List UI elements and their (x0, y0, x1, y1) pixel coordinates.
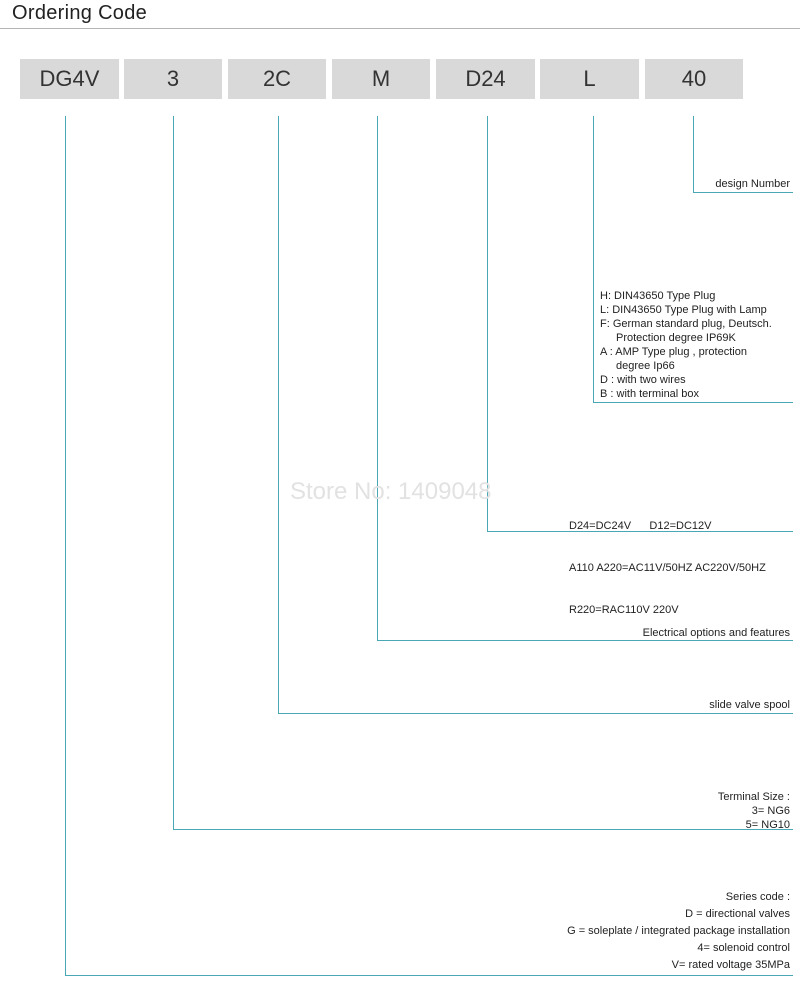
leader-horizontal-series (65, 975, 793, 976)
leader-horizontal-plug (593, 402, 793, 403)
code-box-design: 40 (645, 59, 743, 99)
code-box-spool: 2C (228, 59, 326, 99)
terminal-size-block (718, 790, 790, 832)
plug-option-line: B : with terminal box (600, 388, 700, 400)
plug-option-line: degree Ip66 (616, 360, 675, 372)
code-box-size: 3 (124, 59, 222, 99)
design-number-label: design Number (715, 178, 790, 190)
leader-vertical-size (173, 116, 174, 830)
electrical-options-label: Electrical options and features (642, 627, 790, 639)
code-box-plug: L (540, 59, 639, 99)
plug-options (600, 289, 772, 401)
series-code-block (567, 889, 790, 974)
terminal-size-line: Terminal Size : (717, 791, 790, 803)
voltage-option-line: R220=RAC110V 220V (569, 604, 679, 616)
page-title: Ordering Code (12, 2, 148, 24)
voltage-option-line: D24=DC24V D12=DC12V (569, 520, 712, 532)
voltage-option-line: A110 A220=AC11V/50HZ AC220V/50HZ (569, 562, 766, 574)
leader-vertical-series (65, 116, 66, 976)
leader-vertical-plug (593, 116, 594, 403)
terminal-size-line: 3= NG6 (751, 805, 790, 817)
store-watermark: Store No: 1409048 (290, 478, 492, 505)
series-code-line: D = directional valves (685, 908, 790, 920)
plug-option-line: Protection degree IP69K (616, 332, 736, 344)
leader-horizontal-spool (278, 713, 793, 714)
terminal-size-line: 5= NG10 (745, 819, 790, 831)
plug-option-line: F: German standard plug, Deutsch. (600, 318, 772, 330)
code-box-voltage: D24 (436, 59, 535, 99)
plug-option-line: L: DIN43650 Type Plug with Lamp (600, 304, 767, 316)
plug-option-line: A : AMP Type plug , protection (600, 346, 747, 358)
series-code-line: G = soleplate / integrated package installation (567, 925, 790, 937)
leader-horizontal-electrical (377, 640, 793, 641)
leader-vertical-voltage (487, 116, 488, 532)
series-code-line: V= rated voltage 35MPa (671, 959, 790, 971)
leader-vertical-spool (278, 116, 279, 714)
title-divider (0, 28, 800, 29)
series-code-line: 4= solenoid control (697, 942, 790, 954)
leader-horizontal-size (173, 829, 793, 830)
leader-vertical-design (693, 116, 694, 193)
plug-option-line: H: DIN43650 Type Plug (600, 290, 716, 302)
series-code-line: Series code : (725, 891, 790, 903)
slide-valve-spool-label: slide valve spool (709, 699, 790, 711)
voltage-options (569, 491, 766, 631)
code-box-series: DG4V (20, 59, 119, 99)
code-box-electrical: M (332, 59, 430, 99)
leader-horizontal-design (693, 192, 793, 193)
plug-option-line: D : with two wires (600, 374, 686, 386)
leader-vertical-electrical (377, 116, 378, 641)
